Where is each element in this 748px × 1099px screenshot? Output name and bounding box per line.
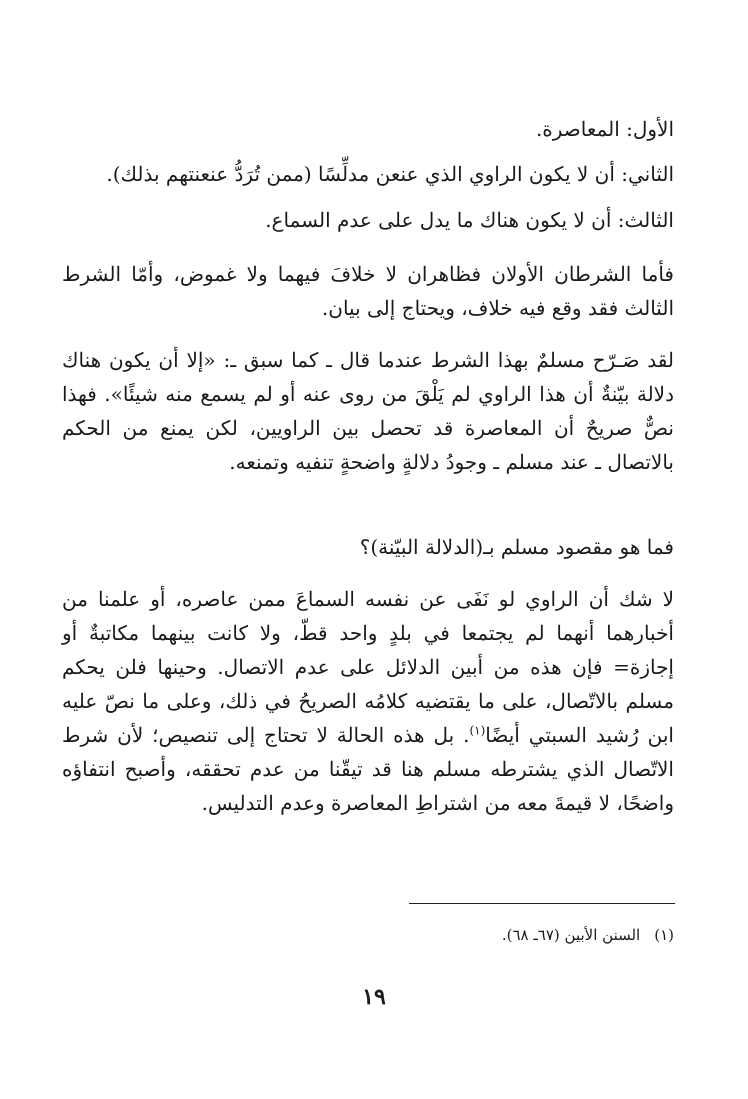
paragraph-clear-evidence xyxy=(62,582,674,820)
paragraph-muslim-statement: لقد صَـرّح مسلمٌ بهذا الشرط عندما قال ـ كما سبق ـ: «إلا أن يكون هناك دلالة بيّنةٌ أن هذا الراوي لم يَلْقَ من روى عنه أو لم يسمع منه شيئًا». فهذا نصٌّ صريحٌ أن المعاصرة قد تحصل بين الراويين، لكن يمنع من الحكم بالاتصال ـ عند مسلم ـ وجودُ دلالةٍ واضحةٍ تنفيه وتمنعه. xyxy=(62,348,674,474)
paragraph-conditions-discussion: فأما الشرطان الأولان فظاهران لا خلافَ فيهما ولا غموض، وأمّا الشرط الثالث فقد وقع فيه خلاف، ويحتاج إلى بيان. xyxy=(62,262,674,320)
condition-first: الأول: المعاصرة. xyxy=(535,117,674,141)
condition-second: الثاني: أن لا يكون الراوي الذي عنعن مدلِّسًا (ممن تُرَدُّ عنعنتهم بذلك). xyxy=(106,162,674,186)
footnote-reference: (١) xyxy=(469,723,486,738)
footnote-text: السنن الأبين (٦٧ـ ٦٨). xyxy=(501,926,641,944)
paragraph-text-part-1: لا شك أن الراوي لو نَفَى عن نفسه السماعَ ممن عاصره، أو علمنا من أخبارهما أنهما لم يجتمعا في بلدٍ واحد قطّ، ولا كانت بينهما مكاتبةٌ أو إجازة= فإن هذه من أبين الدلائل على عدم الاتصال. وحينها فلن يحكم مسلم بالاتّصال، على ما يقتضيه كلامُه الصريحُ في ذلك، وعلى ما نصّ عليه ابن رُشيد السبتي أيضًا xyxy=(62,587,675,747)
footnote xyxy=(502,922,674,948)
footnote-number: (١) xyxy=(654,926,674,944)
question-line: فما هو مقصود مسلم بـ(الدلالة البيّنة)؟ xyxy=(359,535,674,559)
page-number: ١٩ xyxy=(362,984,386,1010)
footnote-divider xyxy=(409,903,675,904)
paragraph-text-part-2: . بل هذه الحالة لا تحتاج إلى تنصيص؛ لأن شرط الاتّصال الذي يشترطه مسلم هنا قد تيقّنا من عدم تحققه، وأصبح انتفاؤه واضحًا، لا قيمةَ معه من اشتراطِ المعاصرة وعدم التدليس. xyxy=(62,723,674,815)
condition-third: الثالث: أن لا يكون هناك ما يدل على عدم السماع. xyxy=(265,208,674,232)
